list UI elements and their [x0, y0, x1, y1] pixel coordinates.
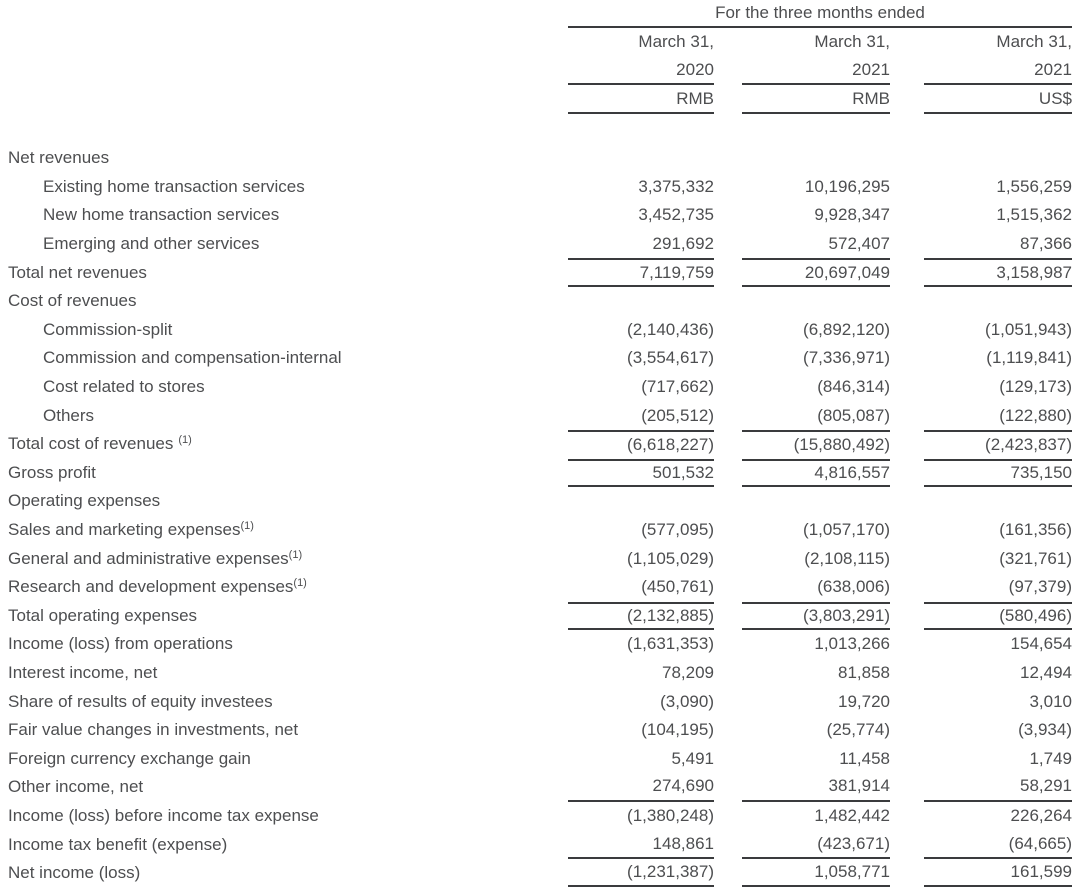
- value-cell-2021-rmb: [742, 287, 890, 316]
- table-row: [0, 230, 1080, 259]
- row-label: [8, 549, 568, 569]
- table-row: [0, 630, 1080, 659]
- value-cell-2020-rmb: (205,512): [641, 405, 714, 425]
- row-label-text: Income (loss) before income tax expense: [8, 805, 319, 825]
- value-cell-2020-rmb: (104,195): [641, 720, 714, 740]
- value-cell-2020-rmb: 148,861: [568, 830, 714, 859]
- table-row: [0, 773, 1080, 802]
- row-label-text: Commission-split: [43, 319, 173, 339]
- row-label: [8, 406, 568, 426]
- row-label-text: Total cost of revenues: [8, 434, 174, 454]
- value-cell-2020-rmb: (1,631,353): [627, 634, 714, 654]
- row-label-text: Net income (loss): [8, 863, 141, 883]
- value-cell-2021-usd: [924, 287, 1072, 316]
- row-label-text: Cost related to stores: [43, 377, 205, 397]
- value-cell-2021-usd: 161,599: [924, 859, 1072, 888]
- value-cell-2021-usd: (64,665): [924, 830, 1072, 859]
- table-row: [0, 487, 1080, 516]
- value-cell-2020-rmb: 291,692: [652, 234, 714, 254]
- table-header-currency-row: [0, 85, 1080, 114]
- value-cell-2021-rmb: 572,407: [828, 234, 890, 254]
- row-label: [8, 634, 568, 654]
- value-cell-2021-usd: (122,880): [999, 405, 1072, 425]
- value-cell-2021-rmb: (15,880,492): [742, 430, 890, 459]
- value-cell-2021-rmb: 81,858: [838, 662, 890, 682]
- footnote-superscript: (1): [293, 577, 307, 590]
- value-cell-2020-rmb: (1,380,248): [627, 805, 714, 825]
- value-cell-2020-rmb: (1,105,029): [627, 548, 714, 568]
- value-cell-2020-rmb: (3,554,617): [627, 348, 714, 368]
- table-header-year-row: [0, 56, 1080, 85]
- table-row: [0, 459, 1080, 488]
- value-cell-2021-usd: [924, 487, 1072, 516]
- value-cell-2021-usd: 87,366: [1020, 234, 1072, 254]
- value-cell-2020-rmb: (6,618,227): [568, 430, 714, 459]
- table-row: [0, 344, 1080, 373]
- table-row: [0, 173, 1080, 202]
- row-label-text: Income tax benefit (expense): [8, 834, 228, 854]
- column-currency-2021-rmb: RMB: [742, 85, 890, 114]
- column-period-2021-rmb: March 31,: [814, 32, 890, 51]
- value-cell-2021-rmb: 4,816,557: [742, 459, 890, 488]
- value-cell-2021-usd: 1,749: [1029, 748, 1072, 768]
- footnote-superscript: (1): [288, 548, 303, 561]
- column-year-2021-rmb: 2021: [742, 56, 890, 85]
- value-cell-2020-rmb: (577,095): [641, 520, 714, 540]
- value-cell-2021-rmb: 10,196,295: [804, 176, 890, 196]
- row-label: [8, 177, 568, 197]
- table-title: For the three months ended: [568, 0, 1072, 28]
- row-label: [8, 749, 568, 769]
- value-cell-2021-rmb: (423,671): [742, 830, 890, 859]
- row-label: [8, 377, 568, 397]
- value-cell-2020-rmb: 7,119,759: [568, 258, 714, 287]
- value-cell-2021-usd: 12,494: [1020, 662, 1072, 682]
- value-cell-2020-rmb: 3,452,735: [638, 205, 714, 225]
- table-row: [0, 859, 1080, 888]
- value-cell-2021-usd: (1,119,841): [986, 348, 1072, 368]
- row-label: [8, 835, 568, 855]
- row-label: [8, 806, 568, 826]
- value-cell-2021-usd: [924, 144, 1072, 173]
- table-row: [0, 602, 1080, 631]
- value-cell-2021-usd: 3,158,987: [924, 258, 1072, 287]
- value-cell-2020-rmb: (1,231,387): [568, 859, 714, 888]
- value-cell-2021-rmb: [742, 144, 890, 173]
- value-cell-2021-rmb: (846,314): [817, 377, 890, 397]
- column-year-2020-rmb: 2020: [568, 56, 714, 85]
- table-row: [0, 287, 1080, 316]
- value-cell-2021-rmb: (7,336,971): [803, 348, 890, 368]
- value-cell-2021-usd: 3,010: [1029, 691, 1072, 711]
- value-cell-2021-usd: (97,379): [1008, 577, 1072, 597]
- column-currency-2021-usd: US$: [924, 85, 1072, 114]
- row-label-text: Existing home transaction services: [43, 176, 305, 196]
- value-cell-2021-usd: (1,051,943): [985, 319, 1072, 339]
- row-label-text: Net revenues: [8, 148, 110, 168]
- table-row: [0, 744, 1080, 773]
- row-label-text: Emerging and other services: [43, 234, 260, 254]
- row-label: [8, 148, 568, 168]
- value-cell-2021-rmb: 20,697,049: [742, 258, 890, 287]
- row-label: [8, 263, 568, 283]
- value-cell-2021-rmb: (2,108,115): [804, 548, 890, 568]
- row-label-text: Share of results of equity investees: [8, 691, 273, 711]
- row-label-text: General and administrative expenses: [8, 548, 289, 568]
- value-cell-2021-rmb: 9,928,347: [814, 205, 890, 225]
- row-label: [8, 720, 568, 740]
- row-label-text: Commission and compensation-internal: [43, 348, 342, 368]
- value-cell-2020-rmb: [568, 487, 714, 516]
- row-label: [8, 320, 568, 340]
- value-cell-2020-rmb: (2,132,885): [568, 602, 714, 631]
- value-cell-2020-rmb: (2,140,436): [627, 319, 714, 339]
- value-cell-2021-rmb: [742, 487, 890, 516]
- table-row: [0, 401, 1080, 430]
- column-period-2021-usd: March 31,: [996, 32, 1072, 51]
- value-cell-2020-rmb: (450,761): [641, 577, 714, 597]
- value-cell-2020-rmb: [568, 287, 714, 316]
- row-label: [8, 434, 568, 454]
- table-row: [0, 316, 1080, 345]
- value-cell-2020-rmb: 5,491: [671, 748, 714, 768]
- row-label: [8, 520, 568, 540]
- row-label: [8, 863, 568, 883]
- value-cell-2021-usd: 1,556,259: [996, 176, 1072, 196]
- value-cell-2021-usd: (580,496): [924, 602, 1072, 631]
- row-label-text: Total operating expenses: [8, 605, 198, 625]
- table-body: [0, 144, 1080, 887]
- table-row: [0, 544, 1080, 573]
- row-label-text: Income (loss) from operations: [8, 634, 233, 654]
- value-cell-2020-rmb: 501,532: [568, 459, 714, 488]
- row-label-text: Total net revenues: [8, 262, 147, 282]
- value-cell-2021-rmb: 19,720: [838, 691, 890, 711]
- table-row: [0, 373, 1080, 402]
- footnote-superscript: (1): [178, 434, 192, 447]
- row-label: [8, 577, 568, 597]
- value-cell-2021-rmb: (6,892,120): [803, 319, 890, 339]
- row-label: [8, 348, 568, 368]
- row-label-text: Cost of revenues: [8, 291, 137, 311]
- table-header-title-row: [0, 0, 1080, 28]
- table-row: [0, 430, 1080, 459]
- value-cell-2021-rmb: 1,013,266: [814, 634, 890, 654]
- value-cell-2020-rmb: 3,375,332: [638, 176, 714, 196]
- table-header-period-row: [0, 28, 1080, 56]
- row-label-text: Sales and marketing expenses: [8, 520, 241, 540]
- table-row: [0, 802, 1080, 831]
- row-label: [8, 205, 568, 225]
- row-label-text: Gross profit: [8, 462, 96, 482]
- value-cell-2021-rmb: 1,058,771: [742, 859, 890, 888]
- row-label: [8, 491, 568, 511]
- value-cell-2021-usd: 154,654: [1010, 634, 1072, 654]
- table-row: [0, 659, 1080, 688]
- row-label-text: Others: [43, 405, 95, 425]
- footnote-superscript: (1): [240, 520, 254, 533]
- row-label: [8, 463, 568, 483]
- row-label-text: Other income, net: [8, 777, 144, 797]
- table-row: [0, 573, 1080, 602]
- row-label: [8, 777, 568, 797]
- table-row: [0, 830, 1080, 859]
- table-row: [0, 201, 1080, 230]
- value-cell-2021-usd: (3,934): [1018, 720, 1072, 740]
- table-row: [0, 144, 1080, 173]
- value-cell-2021-usd: 58,291: [924, 773, 1072, 802]
- column-year-2021-usd: 2021: [924, 56, 1072, 85]
- table-row: [0, 516, 1080, 545]
- value-cell-2020-rmb: 78,209: [662, 662, 714, 682]
- value-cell-2021-rmb: 381,914: [742, 773, 890, 802]
- table-row: [0, 716, 1080, 745]
- value-cell-2021-usd: 226,264: [1010, 805, 1072, 825]
- value-cell-2021-usd: 735,150: [924, 459, 1072, 488]
- value-cell-2021-usd: (129,173): [999, 377, 1072, 397]
- value-cell-2020-rmb: 274,690: [568, 773, 714, 802]
- row-label-text: Research and development expenses: [8, 577, 294, 597]
- value-cell-2021-usd: (161,356): [999, 520, 1072, 540]
- value-cell-2020-rmb: [568, 144, 714, 173]
- row-label-text: Operating expenses: [8, 491, 161, 511]
- value-cell-2021-rmb: (3,803,291): [742, 602, 890, 631]
- value-cell-2021-usd: 1,515,362: [996, 205, 1072, 225]
- value-cell-2020-rmb: (717,662): [641, 377, 714, 397]
- value-cell-2020-rmb: (3,090): [660, 691, 714, 711]
- row-label: [8, 663, 568, 683]
- value-cell-2021-usd: (321,761): [999, 548, 1072, 568]
- value-cell-2021-rmb: 11,458: [839, 748, 890, 768]
- column-currency-2020-rmb: RMB: [568, 85, 714, 114]
- row-label: [8, 291, 568, 311]
- value-cell-2021-rmb: (25,774): [826, 720, 890, 740]
- row-label-text: Foreign currency exchange gain: [8, 748, 251, 768]
- row-label-text: Interest income, net: [8, 662, 158, 682]
- column-period-2020-rmb: March 31,: [638, 32, 714, 51]
- value-cell-2021-rmb: 1,482,442: [814, 805, 890, 825]
- value-cell-2021-rmb: (805,087): [817, 405, 890, 425]
- row-label: [8, 606, 568, 626]
- row-label-text: Fair value changes in investments, net: [8, 720, 299, 740]
- row-label-text: New home transaction services: [43, 205, 280, 225]
- row-label: [8, 234, 568, 254]
- table-row: [0, 258, 1080, 287]
- table-row: [0, 687, 1080, 716]
- row-label: [8, 692, 568, 712]
- value-cell-2021-usd: (2,423,837): [924, 430, 1072, 459]
- value-cell-2021-rmb: (638,006): [817, 577, 890, 597]
- value-cell-2021-rmb: (1,057,170): [803, 520, 890, 540]
